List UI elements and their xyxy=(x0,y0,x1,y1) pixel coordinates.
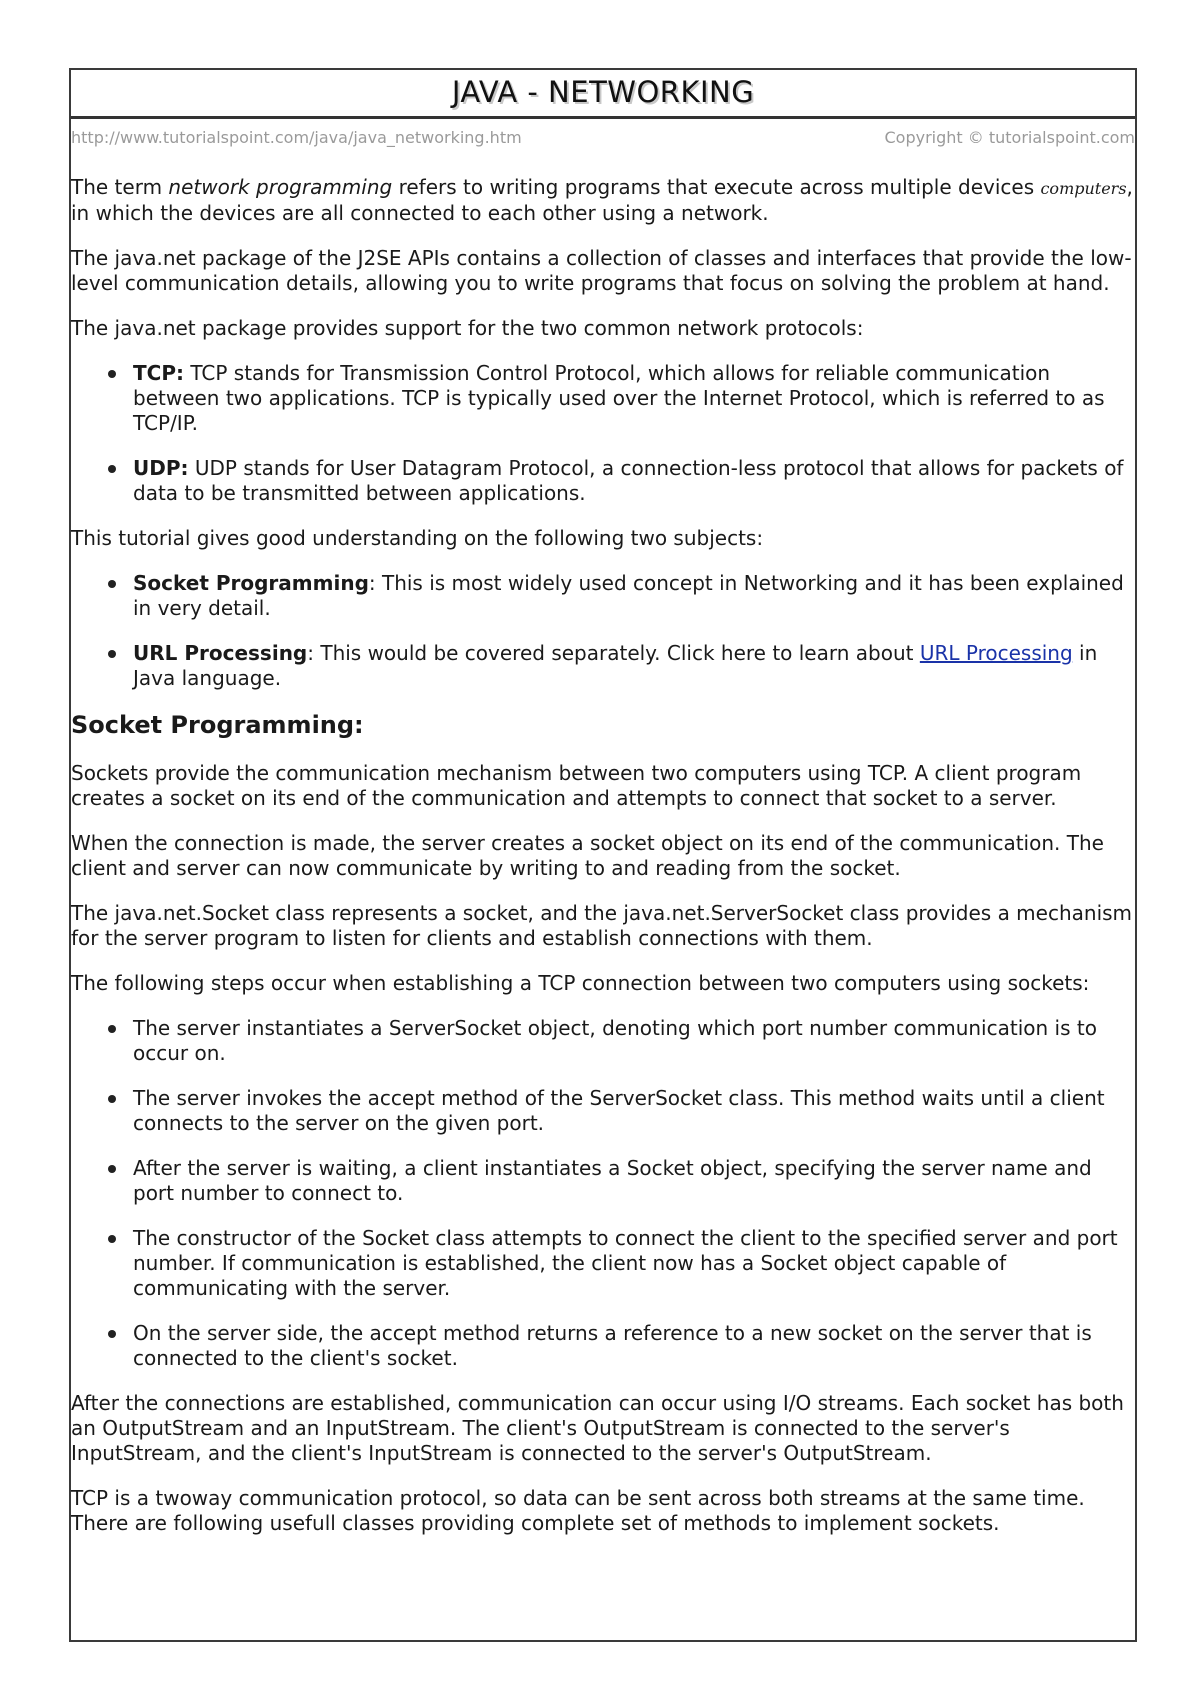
socket-paragraph-2: When the connection is made, the server creates a socket object on its end of the communication. The client and server can now communicate by writing to and reading from the socket. xyxy=(71,831,1104,880)
list-item: On the server side, the accept method returns a reference to a new socket on the server that is connected to the client's socket. xyxy=(133,1321,1135,1371)
page-title: JAVA - NETWORKING xyxy=(71,70,1135,119)
socket-paragraph-4: The following steps occur when establishing a TCP connection between two computers using sockets: xyxy=(71,971,1090,995)
source-url: http://www.tutorialspoint.com/java/java_networking.htm xyxy=(71,127,522,147)
intro-paragraph-1: The term network programming refers to writing programs that execute across multiple devices computers, in which the devices are all connected to each other using a network. xyxy=(71,175,1133,225)
intro-paragraph-2: The java.net package of the J2SE APIs contains a collection of classes and interfaces that provide the low-level communication details, allowing you to write programs that focus on solving the problem at hand. xyxy=(71,246,1132,295)
tcp-steps-list xyxy=(71,1016,1135,1371)
url-processing-link[interactable]: URL Processing xyxy=(919,641,1073,665)
list-item: TCP: TCP stands for Transmission Control Protocol, which allows for reliable communication between two applications. TCP is typically used over the Internet Protocol, which is referred to as TCP/IP. xyxy=(133,361,1135,436)
list-item: The constructor of the Socket class attempts to connect the client to the specified server and port number. If communication is established, the client now has a Socket object capable of communicating with the server. xyxy=(133,1226,1135,1301)
copyright-notice: Copyright © tutorialspoint.com xyxy=(884,127,1135,147)
socket-paragraph-3: The java.net.Socket class represents a socket, and the java.net.ServerSocket class provides a mechanism for the server program to listen for clients and establish connections with them. xyxy=(71,901,1133,950)
list-item: The server invokes the accept method of the ServerSocket class. This method waits until a client connects to the server on the given port. xyxy=(133,1086,1135,1136)
subjects-intro: This tutorial gives good understanding on the following two subjects: xyxy=(71,526,764,550)
section-heading-socket-programming: Socket Programming: xyxy=(71,711,364,739)
emphasis-computers: computers xyxy=(1040,179,1127,198)
socket-paragraph-5: After the connections are established, communication can occur using I/O streams. Each socket has both an OutputStream and an InputStream. The client's OutputStream is connected to the server's InputStream, and the client's InputStream is connected to the server's OutputStream. xyxy=(71,1391,1124,1465)
intro-paragraph-3: The java.net package provides support for the two common network protocols: xyxy=(71,316,864,340)
protocol-term: TCP: xyxy=(133,361,184,385)
emphasis-network-programming: network programming xyxy=(168,175,393,199)
protocol-term: UDP: xyxy=(133,456,189,480)
subject-term: Socket Programming xyxy=(133,571,369,595)
socket-paragraph-6: TCP is a twoway communication protocol, so data can be sent across both streams at the same time. There are following usefull classes providing complete set of methods to implement sockets. xyxy=(71,1486,1085,1535)
list-item: URL Processing: This would be covered separately. Click here to learn about URL Processing in Java language. xyxy=(133,641,1135,691)
subjects-list xyxy=(71,571,1135,691)
list-item: UDP: UDP stands for User Datagram Protocol, a connection-less protocol that allows for packets of data to be transmitted between applications. xyxy=(133,456,1135,506)
page-frame xyxy=(69,68,1137,1642)
subject-term: URL Processing xyxy=(133,641,308,665)
socket-paragraph-1: Sockets provide the communication mechanism between two computers using TCP. A client program creates a socket on its end of the communication and attempts to connect that socket to a server. xyxy=(71,761,1082,810)
protocol-list xyxy=(71,361,1135,506)
list-item: After the server is waiting, a client instantiates a Socket object, specifying the server name and port number to connect to. xyxy=(133,1156,1135,1206)
list-item: The server instantiates a ServerSocket object, denoting which port number communication is to occur on. xyxy=(133,1016,1135,1066)
meta-row xyxy=(71,119,1135,155)
article-body xyxy=(71,155,1135,1536)
list-item: Socket Programming: This is most widely used concept in Networking and it has been explained in very detail. xyxy=(133,571,1135,621)
